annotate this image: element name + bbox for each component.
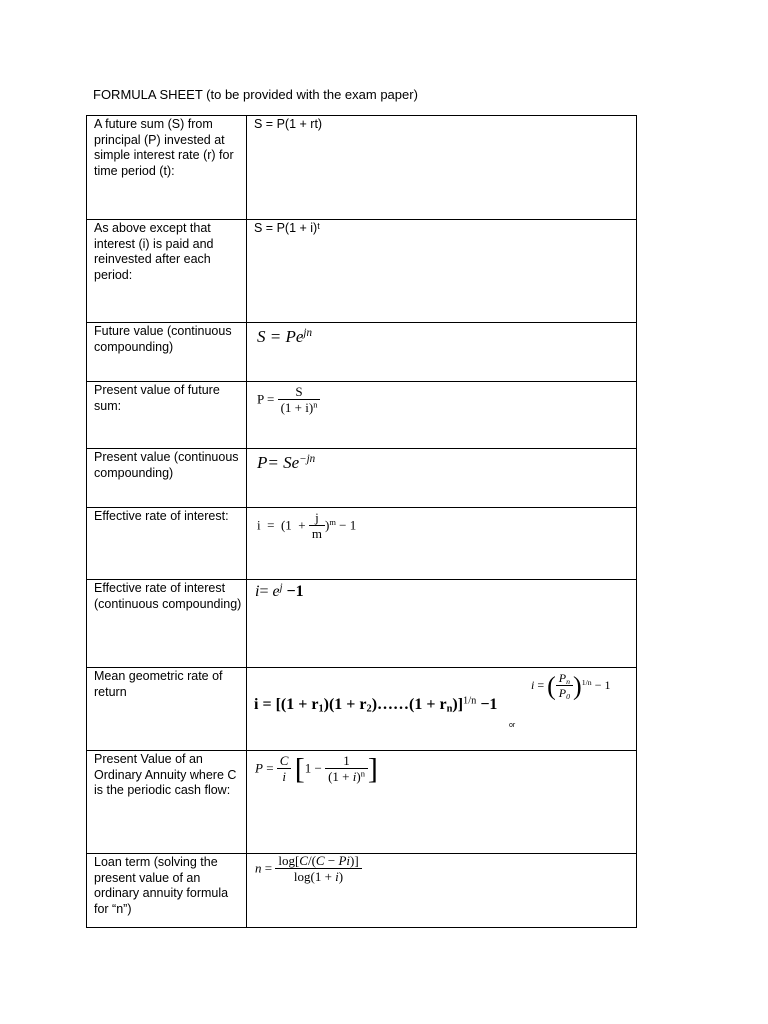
row-description: Present value (continuous compounding)	[87, 449, 247, 508]
formula-cell	[247, 382, 637, 449]
table-row	[87, 116, 637, 220]
formula-table	[86, 115, 637, 928]
table-row	[87, 508, 637, 580]
formula-loan-term: n = $\frac{\log[C/(C - Pi)]}{\log(1 + i)}$	[255, 854, 362, 885]
formula-cell	[247, 751, 637, 854]
formula-simple-interest: S = P(1 + rt)	[254, 117, 323, 131]
row-description: Loan term (solving the present value of an ordinary annuity formula for “n”)	[87, 854, 247, 928]
row-description: A future sum (S) from principal (P) invested at simple interest rate (r) for time period (t):	[87, 116, 247, 220]
table-row	[87, 382, 637, 449]
formula-present-value-continuous: $P= Se^{-jn}$	[257, 452, 316, 472]
row-description: As above except that interest (i) is paid and reinvested after each period:	[87, 220, 247, 323]
or-label: or	[509, 722, 516, 729]
row-description: Present value of future sum:	[87, 382, 247, 449]
formula-cell	[247, 854, 637, 928]
table-row	[87, 220, 637, 323]
formula-compound-interest: S = P(1 + i)ᵗ	[254, 221, 320, 235]
formula-mean-geometric-rate: $i = [(1 + r_1)(1$ + $r_2)\dots\dots(1 + r_n)]^{1/n} -1$	[254, 695, 498, 715]
table-row	[87, 580, 637, 668]
table-row	[87, 751, 637, 854]
table-row	[87, 854, 637, 928]
formula-cell	[247, 116, 637, 220]
formula-cell	[247, 449, 637, 508]
table-row	[87, 449, 637, 508]
formula-ordinary-annuity: P = $\frac{C}{i}$ [1 − $\frac{1}{(1 + i)^n}$ ]	[255, 752, 378, 786]
formula-effective-rate: i = (1 + $\frac{j}{m}$ )$^m$ − 1	[257, 510, 357, 542]
row-description: Present Value of an Ordinary Annuity where C is the periodic cash flow:	[87, 751, 247, 854]
row-description: Effective rate of interest (continuous compounding)	[87, 580, 247, 668]
page-title: FORMULA SHEET (to be provided with the exam paper)	[93, 87, 418, 102]
row-description: Effective rate of interest:	[87, 508, 247, 580]
row-description: Future value (continuous compounding)	[87, 323, 247, 382]
formula-cell	[247, 220, 637, 323]
formula-cell	[247, 323, 637, 382]
table-row	[87, 668, 637, 751]
formula-future-value-continuous: $S = Pe^{jn}$	[257, 326, 312, 346]
table-row	[87, 323, 637, 382]
formula-cell	[247, 580, 637, 668]
formula-cell	[247, 508, 637, 580]
formula-mean-geometric-rate-alt: i = ( $\frac{P_n}{P_0}$ )$^{1/n}$ − 1	[531, 671, 611, 702]
formula-cell	[247, 668, 637, 751]
formula-effective-rate-continuous: $i= e^j -1$	[255, 582, 304, 600]
row-description: Mean geometric rate of return	[87, 668, 247, 751]
formula-present-value: P = $\frac{S}{(1 + i)^n}$	[257, 385, 320, 416]
